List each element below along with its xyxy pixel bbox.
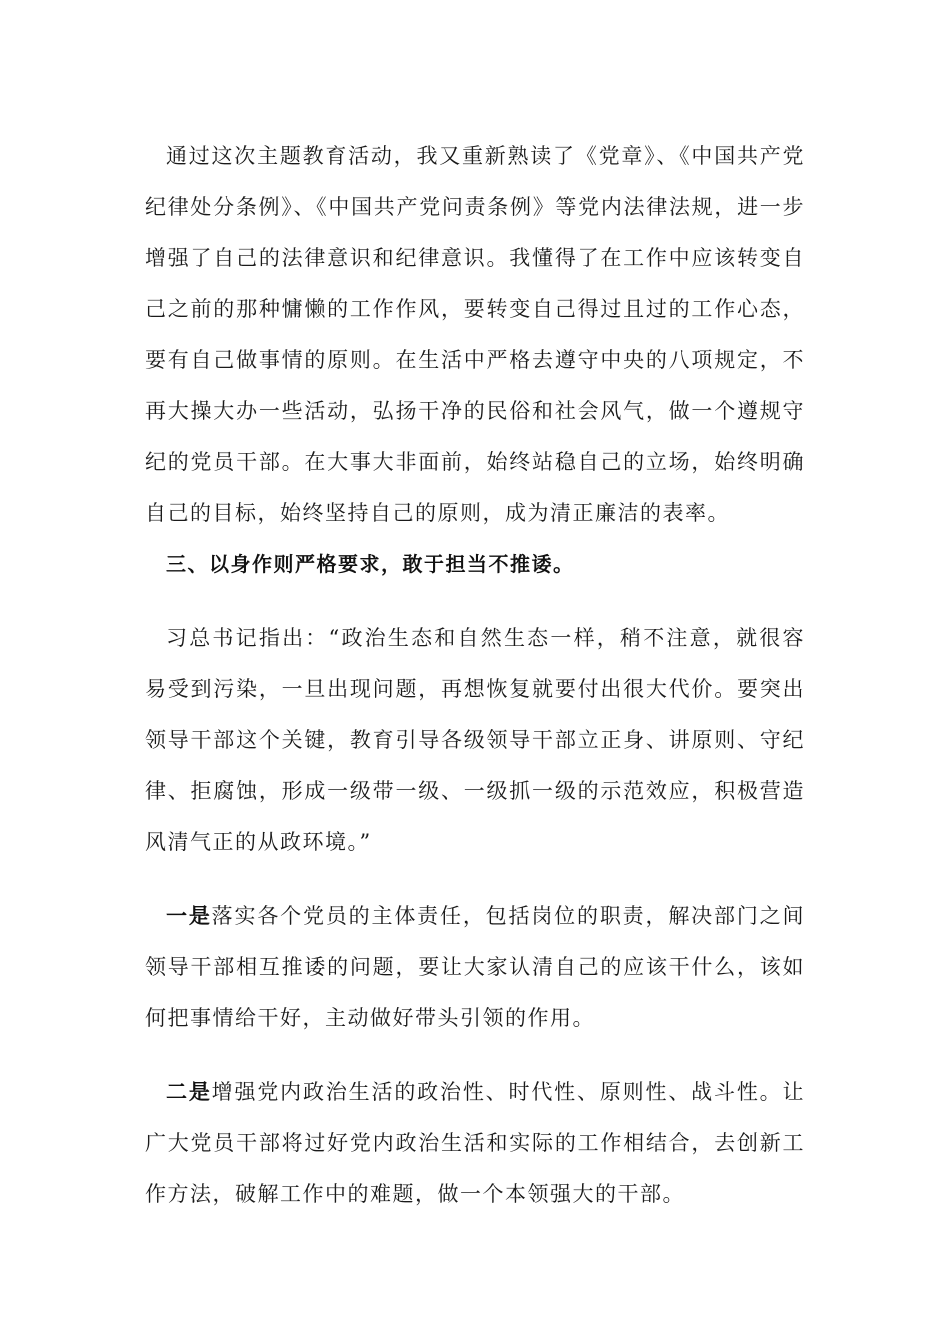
paragraph-study-regulations: 通过这次主题教育活动，我又重新熟读了《党章》、《中国共产党纪律处分条例》、《中国共产党问责条例》等党内法律法规，进一步增强了自己的法律意识和纪律意识。我懂得了在工作中应该转变自己之前的那种慵懒的工作作风，要转变自己得过且过的工作心态，要有自己做事情的原则。在生活中严格去遵守中央的八项规定，不再大操大办一些活动，弘扬干净的民俗和社会风气，做一个遵规守纪的党员干部。在大事大非面前，始终站稳自己的立场，始终明确自己的目标，始终坚持自己的原则，成为清正廉洁的表率。 [145,144,805,525]
point-two-text: 增强党内政治生活的政治性、时代性、原则性、战斗性。让广大党员干部将过好党内政治生活和实际的工作相结合，去创新工作方法，破解工作中的难题，做一个本领强大的干部。 [145,1080,806,1206]
point-one-lead: 一是 [166,904,212,928]
point-one-text: 落实各个党员的主体责任，包括岗位的职责，解决部门之间领导干部相互推诿的问题，要让大家认清自己的应该干什么，该如何把事情给干好，主动做好带头引领的作用。 [145,904,806,1030]
point-two-lead: 二是 [166,1080,212,1104]
section-heading: 三、以身作则严格要求，敢于担当不推诿。 [166,552,575,576]
paragraph-point-one [145,891,805,1044]
document-body [145,131,805,1220]
paragraph-point-two [145,1067,805,1220]
paragraph-quote: 习总书记指出：“政治生态和自然生态一样，稍不注意，就很容易受到污染，一旦出现问题，再想恢复就要付出很大代价。要突出领导干部这个关键，教育引导各级领导干部立正身、讲原则、守纪律、拒腐蚀，形成一级带一级、一级抓一级的示范效应，积极营造风清气正的从政环境。” [145,626,805,854]
